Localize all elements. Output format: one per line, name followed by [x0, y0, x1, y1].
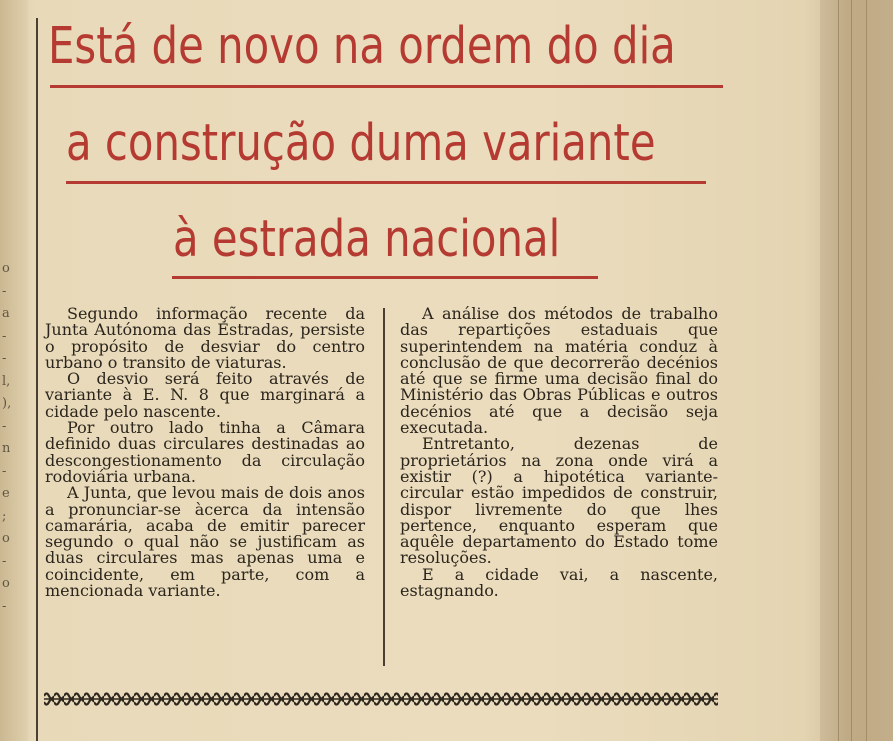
article-column-right: [400, 306, 718, 599]
page-edge-line: [838, 0, 839, 741]
headline-underline-3: [172, 276, 598, 279]
headline-underline-1: [50, 85, 723, 88]
previous-column-fragments: o - a - - l, ), - n - e ; o - o -: [2, 261, 12, 614]
page-edge-line: [851, 0, 852, 741]
paragraph: Segundo informação recente da Junta Autónoma das Estradas, persiste o propósito de desviar do centro urbano o transito de viaturas.: [45, 304, 365, 372]
article-column-left: [45, 306, 365, 599]
page-fold-shadow: [820, 0, 893, 741]
left-page-gutter: [0, 0, 28, 741]
headline-underline-2: [66, 181, 706, 184]
paragraph: Por outro lado tinha a Câmara definido duas circulares destinadas ao descongestionamento da circulação rodoviária urbana.: [45, 418, 365, 486]
headline-line-1: Está de novo na ordem do dia: [48, 17, 676, 76]
headline-line-2: a construção duma variante: [66, 114, 656, 173]
column-rule-left: [36, 18, 38, 741]
page-edge-line: [866, 0, 867, 741]
paragraph: Entretanto, dezenas de proprietários na zona onde virá a existir (?) a hipotética variante-circular estão impedidos de construir, dispor livremente do que lhes pertence, enquanto esperam que aquêle departamento do Estado tome resoluções.: [400, 434, 718, 568]
wavy-separator-rule: [44, 688, 718, 710]
paragraph: O desvio será feito através de variante à E. N. 8 que marginará a cidade pelo nascente.: [45, 369, 365, 421]
paragraph: A Junta, que levou mais de dois anos a pronunciar-se àcerca da intensão camarária, acaba de emitir parecer segundo o qual não se justificam as duas circulares mas apenas uma e coincidente, em parte, com a mencionada variante.: [45, 483, 365, 601]
headline-line-3: à estrada nacional: [173, 210, 561, 269]
paragraph: E a cidade vai, a nascente, estagnando.: [400, 564, 718, 601]
column-rule-middle: [383, 308, 385, 666]
paragraph: A análise dos métodos de trabalho das repartições estaduais que superintendem na matéria conduz à conclusão de que decorrerão decénios até que se firme uma decisão final do Ministério das Obras Públicas e outros decénios até que a decisão seja executada.: [400, 304, 718, 438]
